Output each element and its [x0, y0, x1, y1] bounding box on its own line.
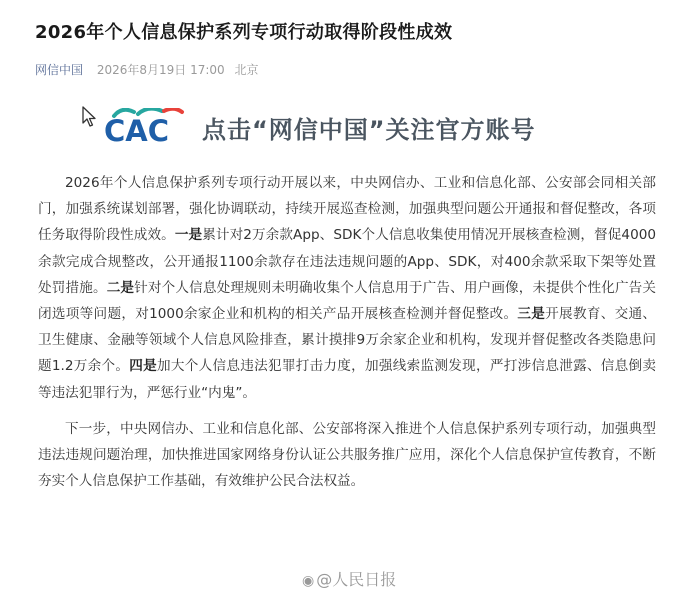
point-one-label: 一是 — [174, 227, 203, 244]
banner-text: 点击“网信中国”关注官方账号 — [202, 116, 536, 144]
point-four-label: 四是 — [129, 358, 157, 375]
cac-logo — [104, 108, 200, 144]
follow-banner[interactable] — [82, 102, 602, 148]
weibo-icon: ◉ — [302, 573, 315, 589]
paragraph-2: 下一步，中央网信办、工业和信息化部、公安部将深入推进个人信息保护系列专项行动，加强典型违法违规问题治理，加快推进国家网络身份认证公共服务推广应用，深化个人信息保护宣传教育，不断夯实个人信息保护工作基础，有效维护公民合法权益。 — [38, 420, 656, 490]
svg-text:CAC: CAC — [104, 114, 170, 144]
watermark — [302, 567, 396, 590]
paragraph-1: 2026年个人信息保护系列专项行动开展以来，中央网信办、工业和信息化部、公安部会同相关部门，加强系统谋划部署，强化协调联动，持续开展巡查检测，加强典型问题公开通报和督促整改，各项任务取得阶段性成效。一是累计对2万余款App、SDK个人信息收集使用情况开展核查检测，督促4000余款完成合规整改，公开通报1100余款存在违法违规问题的App、SDK，对400余款采取下架等处置处罚措施。二是针对个人信息处理规则未明确收集个人信息用于广告、用户画像，未提供个性化广告关闭选项等问题，对1000余家企业和机构的相关产品开展核查检测并督促整改。三是开展教育、交通、卫生健康、金融等领域个人信息风险排查，累计摸排9万余家企业和机构，发现并督促整改各类隐患问题1.2万余个。四是加大个人信息违法犯罪打击力度，加强线索监测发现，严打涉信息泄露、信息倒卖等违法犯罪行为，严惩行业“内鬼”。 — [38, 175, 657, 401]
publish-location: 北京 — [234, 63, 259, 77]
article-meta — [35, 61, 265, 78]
cursor-icon — [82, 106, 98, 128]
source-account-link[interactable]: 网信中国 — [35, 63, 84, 77]
point-three-label: 三是 — [517, 306, 546, 323]
article-title: 2026年个人信息保护系列专项行动取得阶段性成效 — [35, 22, 453, 43]
watermark-text: @人民日报 — [316, 570, 397, 589]
point-two-label: 二是 — [106, 279, 135, 296]
article-body — [38, 170, 656, 504]
publish-date: 2026年8月19日 17:00 — [96, 63, 225, 77]
